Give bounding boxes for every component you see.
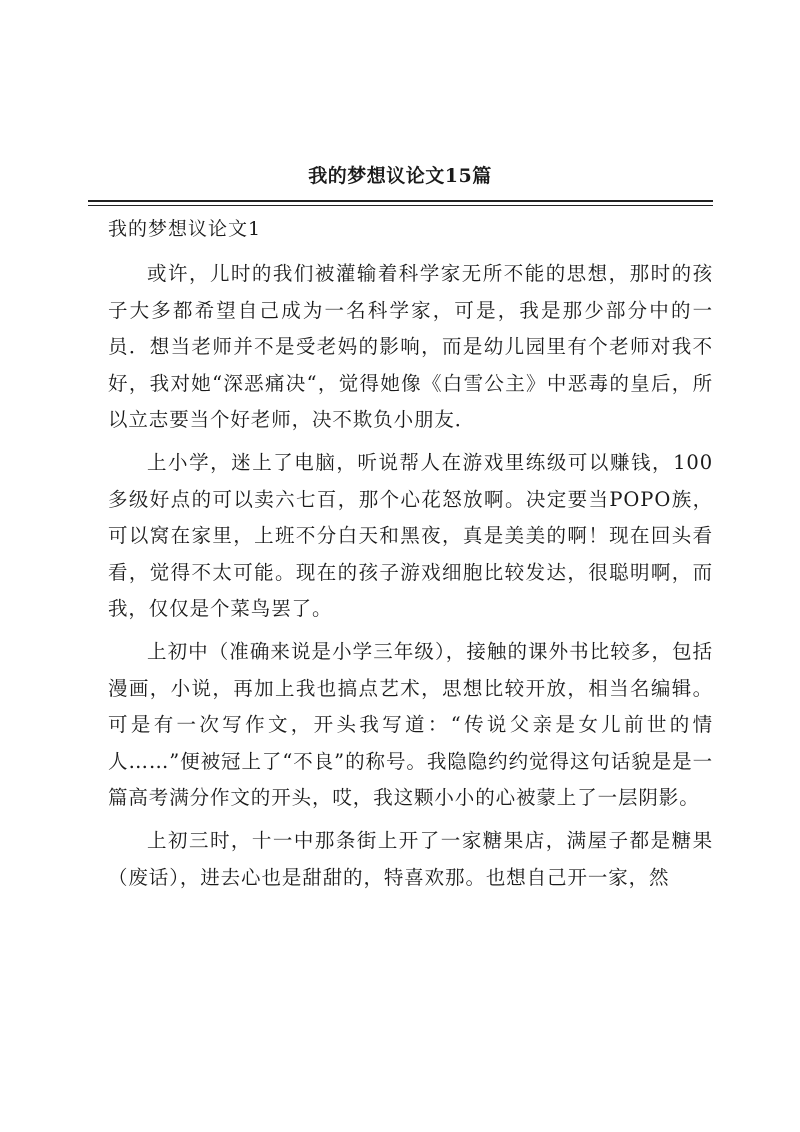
title-divider-thick — [88, 200, 713, 202]
body-text — [108, 256, 713, 902]
paragraph-4: 上初三时，十一中那条街上开了一家糖果店，满屋子都是糖果（废话），进去心也是甜甜的，特喜欢那。也想自己开一家，然 — [108, 828, 713, 889]
document-title: 我的梦想议论文15篇 — [308, 165, 492, 187]
paragraph-3: 上初中（准确来说是小学三年级），接触的课外书比较多，包括漫画，小说，再加上我也搞点艺术，思想比较开放，相当名编辑。可是有一次写作文，开头我写道：“传说父亲是女儿前世的情人……”便被冠上了“不良”的称号。我隐隐约约觉得这句话貌是是一篇高考满分作文的开头，哎，我这颗小小的心被蒙上了一层阴影。 — [108, 639, 713, 810]
paragraph-1: 或许，儿时的我们被灌输着科学家无所不能的思想，那时的孩子大多都希望自己成为一名科学家，可是，我是那少部分中的一员．想当老师并不是受老妈的影响，而是幼儿园里有个老师对我不好，我对她“深恶痛决“，觉得她像《白雪公主》中恶毒的皇后，所以立志要当个好老师，决不欺负小朋友． — [108, 262, 713, 432]
title-divider-thin — [88, 205, 713, 206]
section-heading: 我的梦想议论文1 — [108, 218, 262, 240]
paragraph-2: 上小学，迷上了电脑，听说帮人在游戏里练级可以赚钱，100多级好点的可以卖六七百，那个心花怒放啊。决定要当POPO族，可以窝在家里，上班不分白天和黑夜，真是美美的啊！现在回头看看，觉得不太可能。现在的孩子游戏细胞比较发达，很聪明啊，而我，仅仅是个菜鸟罢了。 — [108, 450, 713, 621]
